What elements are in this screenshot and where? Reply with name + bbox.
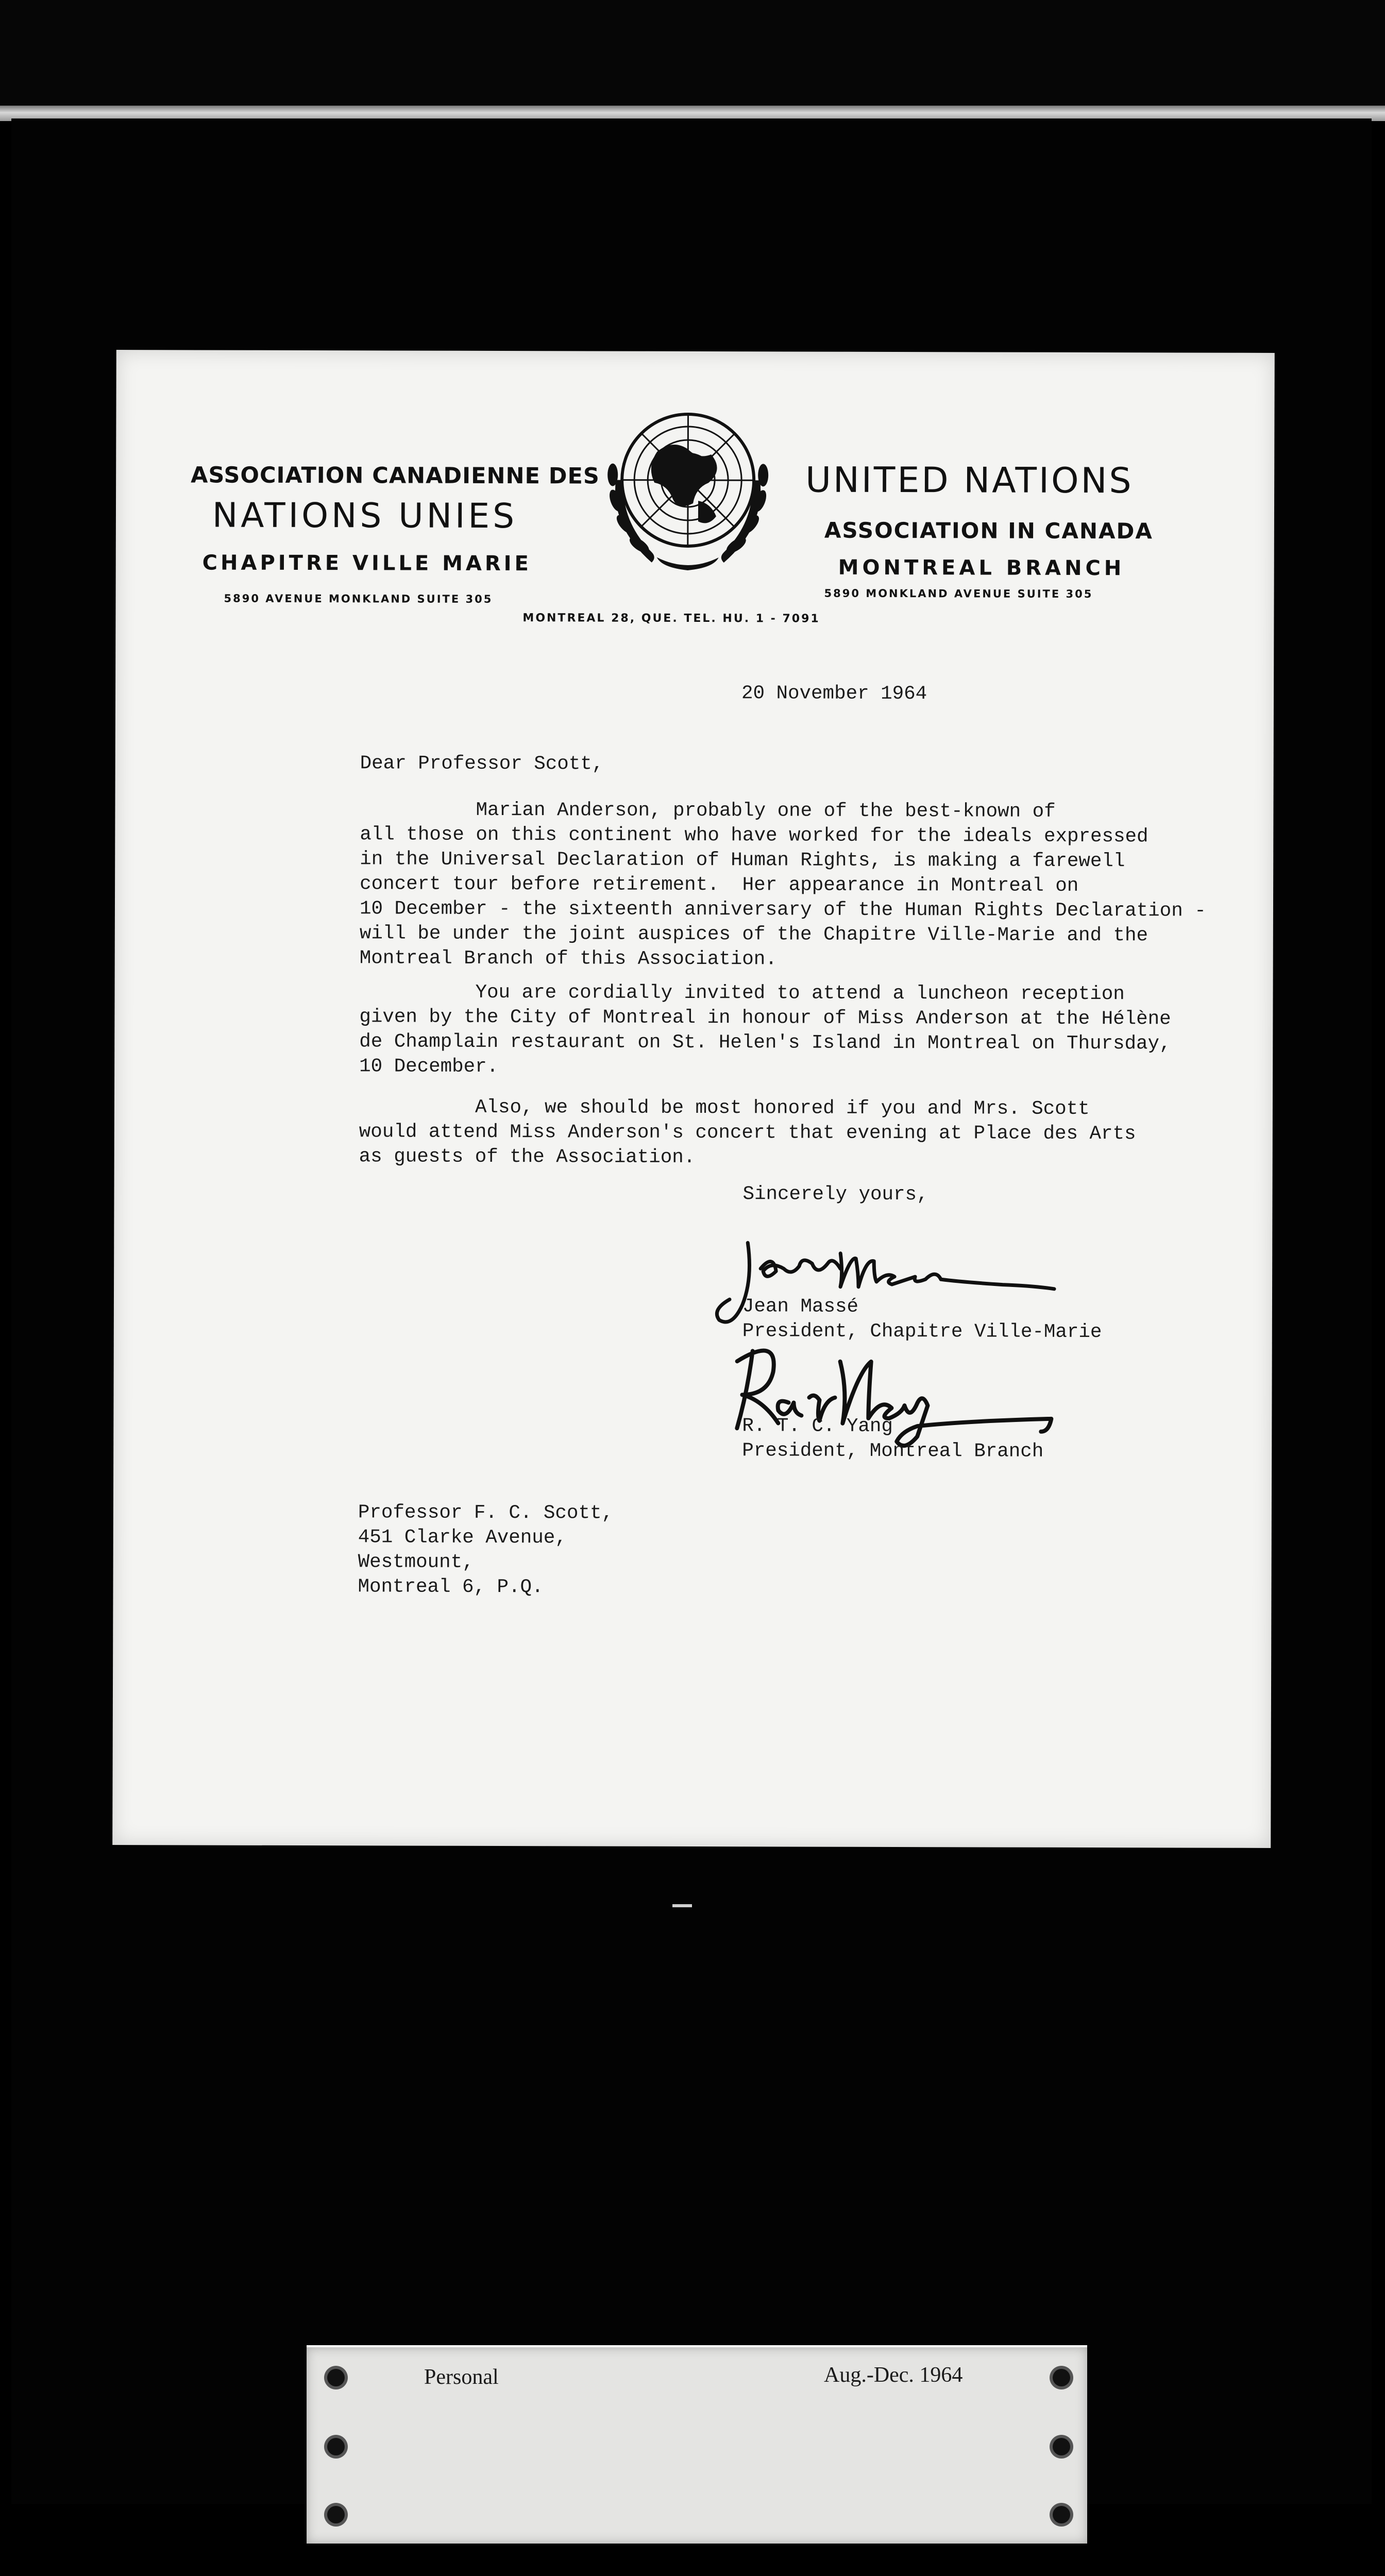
paragraph-line: as guests of the Association. [359,1146,696,1169]
letter-date: 20 November 1964 [741,683,927,705]
paragraph-line: Marian Anderson, probably one of the best-known of [360,799,1056,823]
signer2-name: R. T. C. Yang [742,1415,893,1438]
letterhead-english-line2: ASSOCIATION IN CANADA [824,517,1153,544]
paragraph-line: 10 December. [359,1056,499,1078]
letterhead-french-line1: ASSOCIATION CANADIENNE DES [191,462,600,489]
letterhead-english-line3: MONTREAL BRANCH [838,555,1125,581]
binder-hole-icon [327,2506,345,2523]
recipient-line: Professor F. C. Scott, [358,1502,614,1524]
folder-dates: Aug.-Dec. 1964 [824,2363,963,2387]
paragraph-line: concert tour before retirement. Her appearance in Montreal on [360,873,1079,897]
signer1-title: President, Chapitre Ville-Marie [742,1320,1102,1344]
paragraph-line: Also, we should be most honored if you and Mrs. Scott [359,1096,1090,1121]
recipient-line: Montreal 6, P.Q. [358,1576,544,1599]
signer2-title: President, Montreal Branch [742,1440,1044,1463]
letterhead-french-line3: CHAPITRE VILLE MARIE [202,551,532,576]
binder-hole-icon [1053,2369,1070,2386]
paragraph-2 [359,980,1171,1081]
un-emblem-icon [595,402,781,583]
paragraph-1 [360,798,1207,973]
binder-hole-icon [1053,2438,1070,2455]
paragraph-line: You are cordially invited to attend a luncheon reception [359,981,1125,1006]
letterhead-french-line2: NATIONS UNIES [212,495,518,536]
letter-page [112,350,1275,1848]
binder-hole-icon [327,2369,345,2386]
paragraph-line: given by the City of Montreal in honour of Miss Anderson at the Hélène [359,1006,1171,1030]
recipient-line: Westmount, [358,1551,474,1573]
letterhead-city-phone: MONTREAL 28, QUE. TEL. HU. 1 - 7091 [522,612,820,625]
folder-tab [307,2345,1087,2544]
paragraph-line: all those on this continent who have worked for the ideals expressed [360,824,1148,848]
recipient-line: 451 Clarke Avenue, [358,1527,567,1549]
letter-salutation: Dear Professor Scott, [360,753,604,775]
binder-hole-icon [1053,2506,1070,2523]
film-mark [672,1904,692,1907]
paragraph-line: would attend Miss Anderson's concert that evening at Place des Arts [359,1121,1136,1145]
paragraph-3 [359,1095,1136,1171]
letterhead-french-address: 5890 AVENUE MONKLAND SUITE 305 [224,592,493,605]
recipient-address [358,1500,613,1600]
signer1-name: Jean Massé [742,1296,859,1318]
binder-hole-icon [327,2438,345,2455]
paragraph-line: will be under the joint auspices of the Chapitre Ville-Marie and the [359,923,1148,947]
folder-label: Personal [424,2365,499,2389]
film-top-edge [0,0,1385,118]
paragraph-line: 10 December - the sixteenth anniversary of the Human Rights Declaration - [359,898,1206,922]
paragraph-line: Montreal Branch of this Association. [359,947,777,971]
letterhead-english-line1: UNITED NATIONS [805,460,1134,502]
letterhead-english-address: 5890 MONKLAND AVENUE SUITE 305 [824,587,1093,601]
paragraph-line: de Champlain restaurant on St. Helen's Island in Montreal on Thursday, [359,1031,1171,1055]
paragraph-line: in the Universal Declaration of Human Rights, is making a farewell [360,849,1125,873]
letter-closing: Sincerely yours, [742,1183,928,1206]
